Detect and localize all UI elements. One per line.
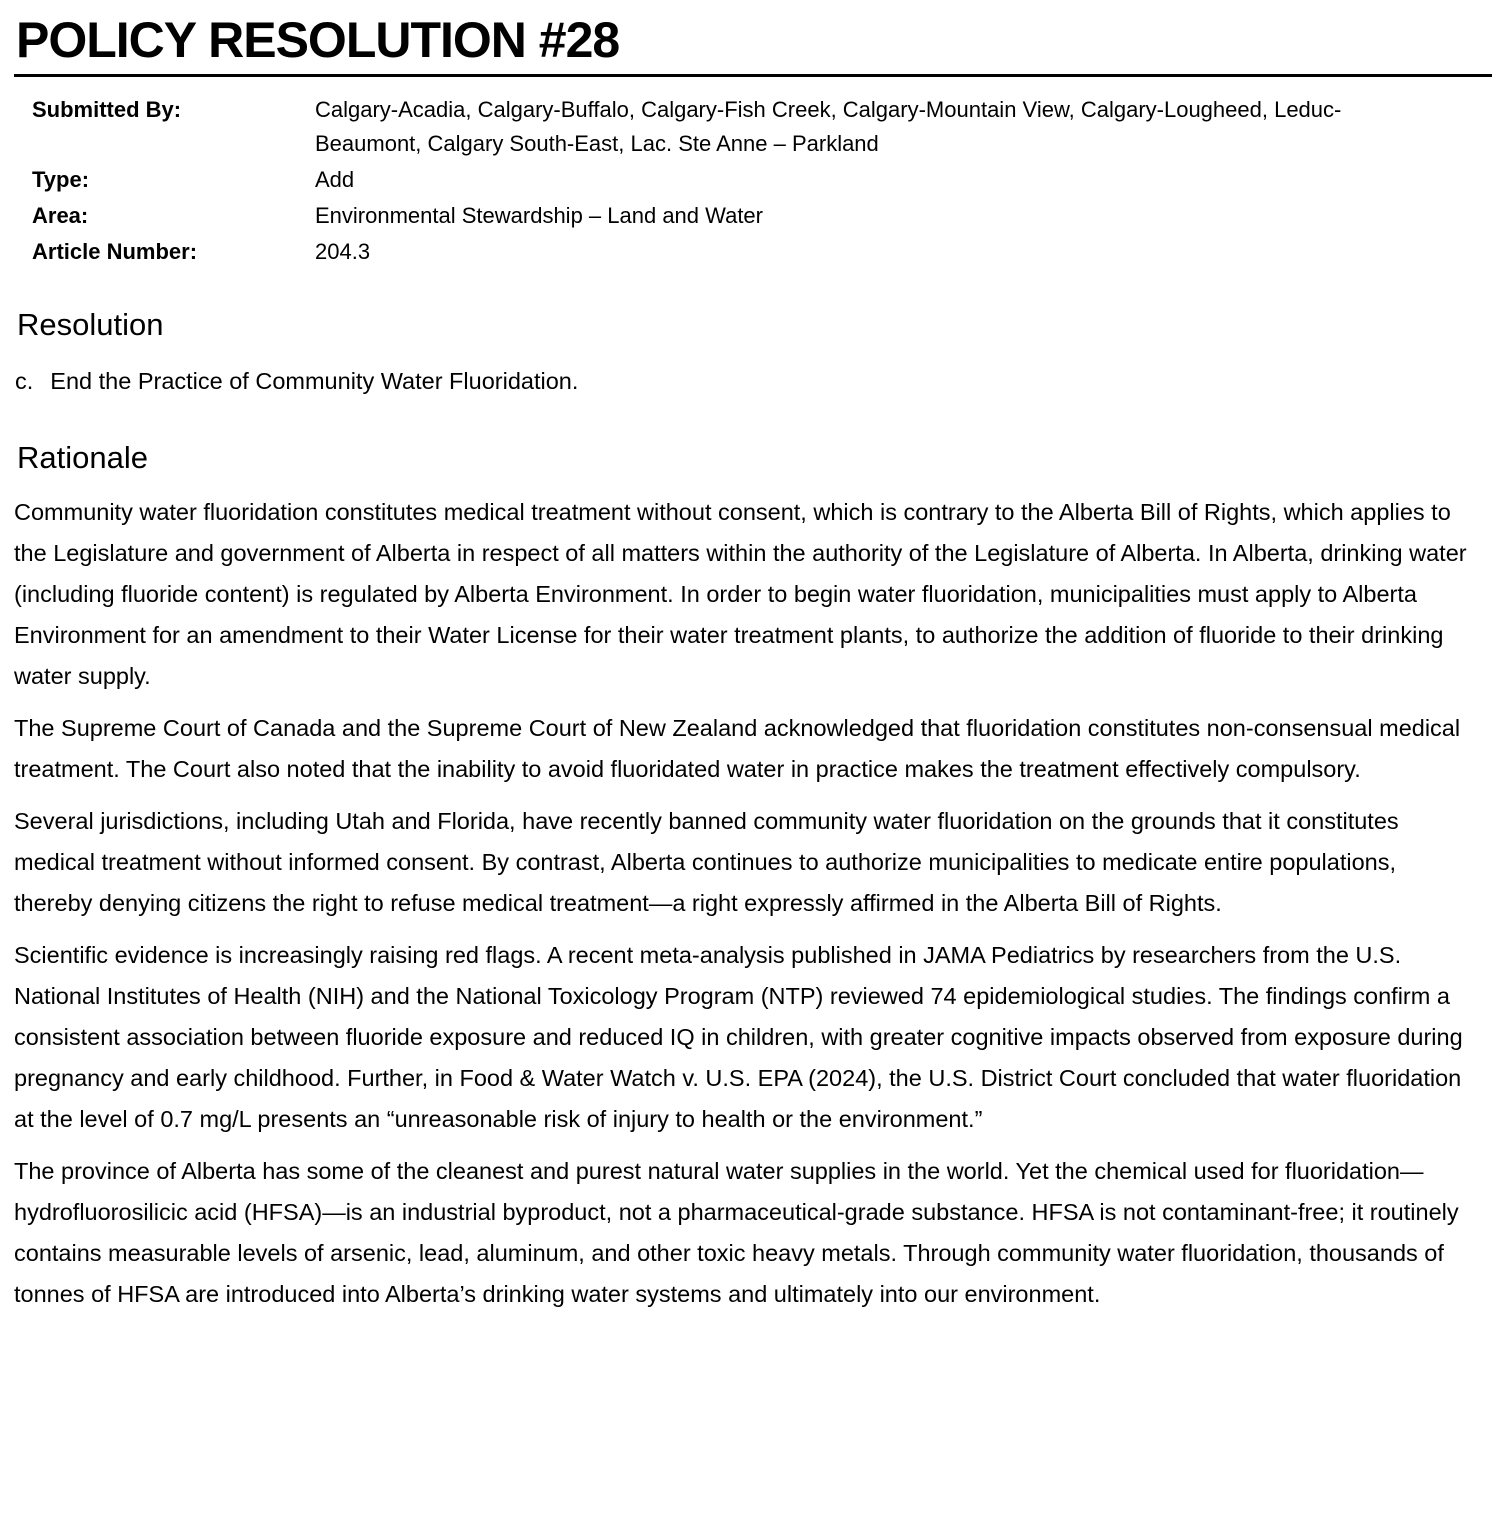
resolution-item-text: End the Practice of Community Water Fluoridation. (50, 368, 579, 395)
rationale-paragraph-2: The Supreme Court of Canada and the Supreme Court of New Zealand acknowledged that fluoridation constitutes non-consensual medical treatment. The Court also noted that the inability to avoid fluoridated water in practice makes the treatment effectively compulsory. (14, 714, 1461, 782)
resolution-item-marker: c. (15, 368, 34, 395)
meta-value-submitted-by: Calgary-Acadia, Calgary-Buffalo, Calgary-Fish Creek, Calgary-Mountain View, Calgary-Lougheed, Leduc-Beaumont, Calgary South-East, Lac. Ste Anne – Parkland (315, 97, 1342, 156)
meta-value-type: Add (315, 167, 355, 192)
meta-label-submitted-by: Submitted By: (32, 97, 182, 122)
rationale-paragraph-5: The province of Alberta has some of the cleanest and purest natural water supplies in the world. Yet the chemical used for fluoridation—hydrofluorosilicic acid (HFSA)—is an industrial byproduct, not a pharmaceutical-grade substance. HFSA is not contaminant-free; it routinely contains measurable levels of arsenic, lead, aluminum, and other toxic heavy metals. Through community water fluoridation, thousands of tonnes of HFSA are introduced into Alberta’s drinking water systems and ultimately into our environment. (14, 1157, 1459, 1307)
resolution-section (14, 305, 1492, 402)
rationale-heading: Rationale (17, 440, 148, 476)
meta-label-area: Area: (32, 203, 89, 228)
resolution-list-item (15, 361, 1492, 402)
meta-label-type: Type: (32, 167, 90, 192)
meta-label-article-number: Article Number: (32, 239, 198, 264)
title-divider (14, 74, 1492, 77)
meta-table (32, 93, 1492, 269)
meta-value-article-number: 204.3 (315, 239, 371, 264)
meta-value-area: Environmental Stewardship – Land and Water (315, 203, 763, 228)
rationale-paragraph-1: Community water fluoridation constitutes medical treatment without consent, which is contrary to the Alberta Bill of Rights, which applies to the Legislature and government of Alberta in respect of all matters within the authority of the Legislature of Alberta. In Alberta, drinking water (including fluoride content) is regulated by Alberta Environment. In order to begin water fluoridation, municipalities must apply to Alberta Environment for an amendment to their Water License for their water treatment plants, to authorize the addition of fluoride to their drinking water supply. (14, 498, 1467, 689)
page-title: POLICY RESOLUTION #28 (16, 12, 620, 68)
rationale-paragraph-4: Scientific evidence is increasingly raising red flags. A recent meta-analysis published in JAMA Pediatrics by researchers from the U.S. National Institutes of Health (NIH) and the National Toxicology Program (NTP) reviewed 74 epidemiological studies. The findings confirm a consistent association between fluoride exposure and reduced IQ in children, with greater cognitive impacts observed from exposure during pregnancy and early childhood. Further, in Food & Water Watch v. U.S. EPA (2024), the U.S. District Court concluded that water fluoridation at the level of 0.7 mg/L presents an “unreasonable risk of injury to health or the environment.” (14, 941, 1463, 1132)
resolution-heading: Resolution (17, 307, 164, 342)
rationale-paragraph-3: Several jurisdictions, including Utah and Florida, have recently banned community water fluoridation on the grounds that it constitutes medical treatment without informed consent. By contrast, Alberta continues to authorize municipalities to medicate entire populations, thereby denying citizens the right to refuse medical treatment—a right expressly affirmed in the Alberta Bill of Rights. (14, 807, 1399, 916)
rationale-section (14, 438, 1492, 1314)
